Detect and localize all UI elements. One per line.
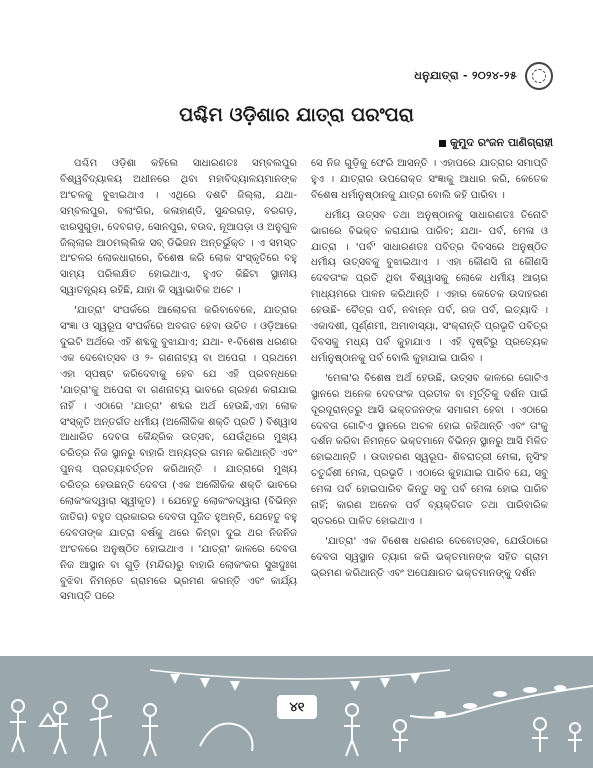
right-column [311, 156, 548, 656]
paragraph: ପଶ୍ଚିମ ଓଡ଼ିଶା କହିଲେ ସାଧାରଣତଃ ସମ୍ବଲପୁର ବିଶ୍ୱବିଦ୍ୟାଳୟ ଅଧୀନରେ ଥିବା ମହାବିଦ୍ୟାଳୟମାନଙ୍କ ଅଂଚଳକୁ ବୁଝାଇଥାଏ । ଏଥିରେ ଦଶଟି ଜିଲ୍ଲା, ଯଥା- ସମ୍ବଲପୁର, ବଲାଂଗିର, କଳାହାଣ୍ଡି, ସୁନ୍ଦରଗଡ଼, ବରଗଡ଼, ଝାରସୁଗୁଡ଼ା, ଦେବଗଡ଼, ସୋନପୁର, ବଉଦ, ନୂଆପଡ଼ା ଓ ଅନୁଗୁଳ ଜିଲ୍ଲାର ଆଠମଲ୍ଲିକ ସବ୍ ଡିଭିଜନ ଅନ୍ତର୍ଭୁକ୍ତ । ଏ ସମସ୍ତ ଅଂଚଳର ଲୋକଧାରାରେ, ବିଶେଷ କରି ଲୋକ ସଂସ୍କୃତିରେ ବହୁ ସାମ୍ୟ ପରିଲକ୍ଷିତ ହୋଇଥାଏ, ହୁଏତ କିଛିଟା ସ୍ଥାନୀୟ ସ୍ୱାତନ୍ତ୍ର୍ୟ ରହିଛି, ଯାହା କି ସ୍ୱାଭାବିକ ଅଟେ । [60, 158, 297, 297]
square-bullet-icon [439, 140, 446, 147]
page-number: ୪୧ [277, 695, 317, 719]
paragraph: ସେ ନିଜ ଗୁଡ଼ିକୁ ଫେରି ଆସନ୍ତି । ଏହାପରେ ଯାତ୍ରାର ସମାପ୍ତି ହୁଏ । ଯାତ୍ରାର ଉପରୋକ୍ତ ସଂଜ୍ଞାକୁ ଆଧାର କରି, କେତେକ ବିଶେଷ ଧର୍ମାନୁଷ୍ଠାନକୁ ଯାତ୍ରା ବୋଲି କହି ପାରିବା । [311, 158, 548, 201]
paragraph: 'ମେଳା'ର ବିଶେଷ ଅର୍ଥ ହେଉଛି, ଉତ୍ସବ କାଳରେ ଗୋଟିଏ ସ୍ଥାନରେ ଅନେକ ଦେବତାଂକ ପ୍ରତୀକ ବା ମୂର୍ତ୍ତିକୁ ଦର୍ଶନ ପାଇଁ ଦୂରଦୂରାନ୍ତରୁ ଆସି ଭକ୍ତଜନଙ୍କ ସମାଗମ ହେବା । ଏଠାରେ ଦେବତା ଗୋଟିଏ ସ୍ଥାନରେ ଅଚଳ ହୋଇ ରହିଥାନ୍ତି ଏବଂ ତାଂକୁ ଦର୍ଶନ କରିବା ନିମନ୍ତେ ଭକ୍ତମାନେ ବିଭିନ୍ନ ସ୍ଥାନରୁ ଆସି ମିଳିତ ହୋଇଥାନ୍ତି । ଉଦାହରଣ ସ୍ୱରୂପ- ଶିବରାତ୍ରୀ ମେଳା, ନୃସିଂହ ଚତୁର୍ଦ୍ଦଶୀ ମେଳା, ପ୍ରଭୃତି । ଏଠାରେ କୁହାଯାଇ ପାରିବ ଯେ, ସବୁ ମେଳା ପର୍ବ ହୋଇପାରିବ କିନ୍ତୁ ସବୁ ପର୍ବ ମେଳା ହୋଇ ପାରିବ ନାହିଁ; କାରଣ ଅନେକ ପର୍ବ ବ୍ୟକ୍ତିଗତ ତଥା ପାରିବାରିକ ସ୍ତରରେ ପାଳିତ ହୋଇଥାଏ । [311, 372, 548, 527]
paragraph: ଧର୍ମୀୟ ଉତ୍ସବ ତଥା ଅନୁଷ୍ଠାନକୁ ସାଧାରଣତଃ ତିନୋଟି ଭାଗରେ ବିଭକ୍ତ କରାଯାଇ ପାରିବ; ଯଥା- ପର୍ବ, ମେଳା ଓ ଯାତ୍ରା । 'ପର୍ବ' ସାଧାରଣତଃ ପବିତ୍ର ଦିବସରେ ଅନୁଷ୍ଠିତ ଧର୍ମୀୟ ଉତ୍ସବକୁ ବୁଝାଇଥାଏ । ଏହା କୌଣସି ନା କୌଣସି ଦେବତାଂକ ପ୍ରତି ଥିବା ବିଶ୍ୱାସକୁ ଲୋକେ ଧର୍ମୀୟ ଆଚାର ମାଧ୍ୟମରେ ପାଳନ କରିଥାନ୍ତି । ଏହାର କେତେକ ଉଦାହରଣ ହେଉଛି- ଚୈତ୍ର ପର୍ବ, ନବାନ୍ନ ପର୍ବ, ରଜ ପର୍ବ, ଇତ୍ୟାଦି । ଏକାଦଶୀ, ପୂର୍ଣ୍ଣମୀ, ଅମାବାସ୍ୟା, ସଂକ୍ରାନ୍ତି ପ୍ରଭୃତି ପବିତ୍ର ଦିବସକୁ ମଧ୍ୟ ପର୍ବ କୁହାଯାଏ । ଏହି ଦୃଷ୍ଟିରୁ ପ୍ରତ୍ୟେକ ଧର୍ମାନୁଷ୍ଠାନକୁ ପର୍ବ ବୋଲି କୁହାଯାଇ ପାରିବ । [311, 209, 548, 364]
seal-emblem-icon [525, 62, 553, 90]
magazine-title: ଧନୁଯାତ୍ରା - ୨୦୨୪-୨୫ [414, 69, 517, 82]
paragraph: 'ଯାତ୍ରା' ସଂପର୍କରେ ଆଲୋଚନା କରିବାବେଳେ, ଯାତ୍ରାର ସଂଜ୍ଞା ଓ ସ୍ୱରୂପ ସଂପର୍କରେ ଅବଗତ ହେବା ଉଚିତ । ଓଡ଼ିଆରେ ଦୁଇଟି ଅର୍ଥରେ ଏହି ଶବ୍ଦକୁ ବୁଝାଯାଏ; ଯଥା- ୧-ବିଶେଷ ଧରଣର ଏକ ଦେବୋତ୍ସବ ଓ ୨- ଗଣନାଟ୍ୟ ବା ଅପେରା । ପ୍ରଥମେ ଏହା ସ୍ପଷ୍ଟ କରିଦେବାକୁ ହେବ ଯେ ଏହି ପ୍ରବନ୍ଧରେ 'ଯାତ୍ରା'କୁ ଅପେରା ବା ଗଣନାଟ୍ୟ ଭାବରେ ଗ୍ରହଣ କରାଯାଇ ନାହିଁ । ଏଠାରେ 'ଯାତ୍ରା' ଶବ୍ଦର ଅର୍ଥ ହେଉଛି,ଏହା ଲୋକ ସଂସ୍କୃତି ଅନ୍ତର୍ଗତ ଧର୍ମୀୟ (ଅଲୌକିକ ଶକ୍ତି ପ୍ରତି ) ବିଶ୍ୱାସ ଆଧାରିତ ଦେବତା କୈନ୍ଦ୍ରିକ ଉତ୍ସବ, ଯେଉଁଥିରେ ମୁଖ୍ୟ ଚରିତ୍ର ନିଜ ସ୍ଥାନରୁ ବାହାରି ଅନ୍ୟତ୍ର ଗମନ କରିଥାନ୍ତି ଏବଂ ପୁନଶ୍ଚ ପ୍ରତ୍ୟାବର୍ତ୍ତନ କରିଥାନ୍ତି । ଯାତ୍ରାରେ ମୁଖ୍ୟ ଚରିତ୍ର ହେଉଛନ୍ତି ଦେବତା (ଏକ ଅଲୌକିକ ଶକ୍ତି ଭାବରେ ଲୋକଂକଦ୍ୱାରା ସ୍ୱୀକୃତ) । ଯେହେତୁ ଲୋକଂକଦ୍ୱାରା (ବିଭିନ୍ନ ଜାତିର) ବହୁତ ପ୍ରକାରର ଦେବତା ପୂଜିତ ହୁଅନ୍ତି, ଯେହେତୁ ବହୁ ଦେବତାଙ୍କ ଯାତ୍ରା ବର୍ଷକୁ ଥରେ କିମ୍ବା ଦୁଇ ଥର ନିଜନିଜ ଅଂଚଳରେ ଅନୁଷ୍ଠିତ ହୋଇଥାଏ । 'ଯାତ୍ରା' କାଳରେ ଦେବତା ନିଜ ଆସ୍ଥାନ ବା ଗୁଡ଼ି (ମନ୍ଦିର)ରୁ ବାହାରି ଲୋକଂକର ସୁଖଦୁଃଖ ବୁଝିବା ନିମନ୍ତେ ଗ୍ରାମରେ ଭ୍ରମଣ କରନ୍ତି ଏବଂ କାର୍ଯ୍ୟ ସମାପ୍ତି ପରେ [60, 305, 297, 603]
paragraph: 'ଯାତ୍ରା' ଏକ ବିଶେଷ ଧରଣର ଦେବୋତ୍ସବ, ଯେଉଁଠାରେ ଦେବତା ସ୍ୱସ୍ଥାନ ତ୍ୟାଗ କରି ଭକ୍ତମାନଙ୍କ ସହିତ ଗ୍ରାମ ଭ୍ରମଣ କରିଥାନ୍ତି ଏବଂ ଅପେକ୍ଷାରତ ଭକ୍ତମାନଙ୍କୁ ଦର୍ଶନ [311, 535, 548, 579]
author-name: କୁମୁଦ ରଂଜନ ପାଣିଗ୍ରାହୀ [450, 136, 553, 149]
article-author [439, 136, 553, 150]
page-header [414, 62, 553, 90]
left-column [60, 156, 297, 656]
article-title: ପଶ୍ଚିମ ଓଡ଼ିଶାର ଯାତ୍ରା ପରଂପରା [179, 104, 414, 126]
article-body [60, 156, 548, 656]
